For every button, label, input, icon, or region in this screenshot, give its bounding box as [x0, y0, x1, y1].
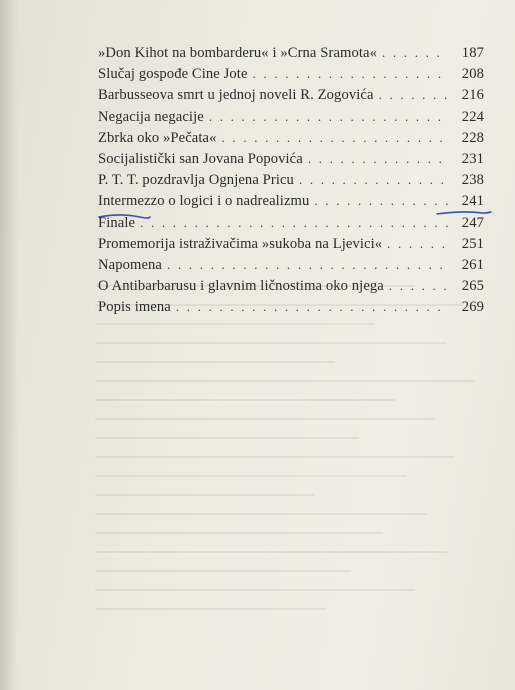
toc-entry-highlighted [98, 215, 484, 236]
toc-dot-leader [140, 215, 448, 231]
toc-entry-title: Socijalistički san Jovana Popovića [98, 150, 303, 167]
toc-entry [98, 257, 484, 278]
toc-entry [98, 45, 484, 66]
toc-entry-title: Finale [98, 214, 136, 231]
toc-dot-leader [314, 193, 448, 209]
toc-entry [98, 193, 484, 214]
toc-entry-page: 187 [461, 45, 484, 61]
toc-dot-leader [299, 172, 448, 188]
toc-entry-page: 228 [461, 129, 484, 146]
toc-entry-page: 251 [461, 235, 484, 252]
toc-entry-title: O Antibarbarusu i glavnim ličnostima oko njega [98, 278, 384, 295]
toc-entry-title: Popis imena [98, 299, 171, 316]
toc-dot-leader [308, 151, 448, 167]
toc-dot-leader [209, 109, 448, 125]
toc-entry [98, 109, 484, 130]
toc-entry [98, 66, 484, 87]
toc-dot-leader [222, 130, 448, 146]
toc-entry-page: 238 [461, 172, 484, 189]
toc-dot-leader [253, 66, 448, 82]
toc-entry-title: Napomena [98, 256, 163, 273]
toc-entry [98, 130, 484, 151]
toc-entry [98, 151, 484, 172]
toc-dot-leader [379, 87, 448, 103]
table-of-contents [98, 45, 484, 320]
toc-dot-leader [167, 257, 448, 273]
toc-entry-title: Zbrka oko »Pečata« [98, 129, 217, 146]
toc-entry-page: 265 [461, 278, 484, 295]
toc-entry [98, 87, 484, 108]
toc-entry-title: Promemorija istraživačima »sukoba na Ljevici« [98, 235, 383, 252]
show-through-text [95, 285, 495, 665]
toc-dot-leader [382, 45, 448, 61]
toc-dot-leader [176, 299, 448, 315]
page-edge-shadow [0, 0, 18, 690]
toc-entry-page: 247 [461, 214, 484, 231]
toc-entry-title: Slučaj gospođe Cine Jote [98, 66, 248, 83]
toc-entry [98, 299, 484, 320]
toc-entry-page: 208 [461, 66, 484, 83]
toc-entry-title: P. T. T. pozdravlja Ognjena Pricu [98, 172, 294, 189]
toc-entry-title: Barbusseova smrt u jednoj noveli R. Zogovića [98, 87, 374, 104]
toc-entry [98, 236, 484, 257]
toc-entry-title: »Don Kihot na bombarderu« i »Crna Sramota« [98, 45, 377, 61]
toc-dot-leader [387, 236, 448, 252]
toc-entry-title: Intermezzo o logici i o nadrealizmu [98, 193, 310, 210]
toc-entry-page: 269 [461, 299, 484, 316]
toc-entry-page: 231 [461, 150, 484, 167]
toc-entry-page: 261 [461, 256, 484, 273]
toc-entry-page: 241 [461, 193, 484, 210]
toc-entry [98, 172, 484, 193]
toc-entry-page: 216 [461, 87, 484, 104]
toc-dot-leader [389, 278, 448, 294]
toc-entry [98, 278, 484, 299]
toc-entry-title: Negacija negacije [98, 108, 204, 125]
toc-entry-page: 224 [461, 108, 484, 125]
